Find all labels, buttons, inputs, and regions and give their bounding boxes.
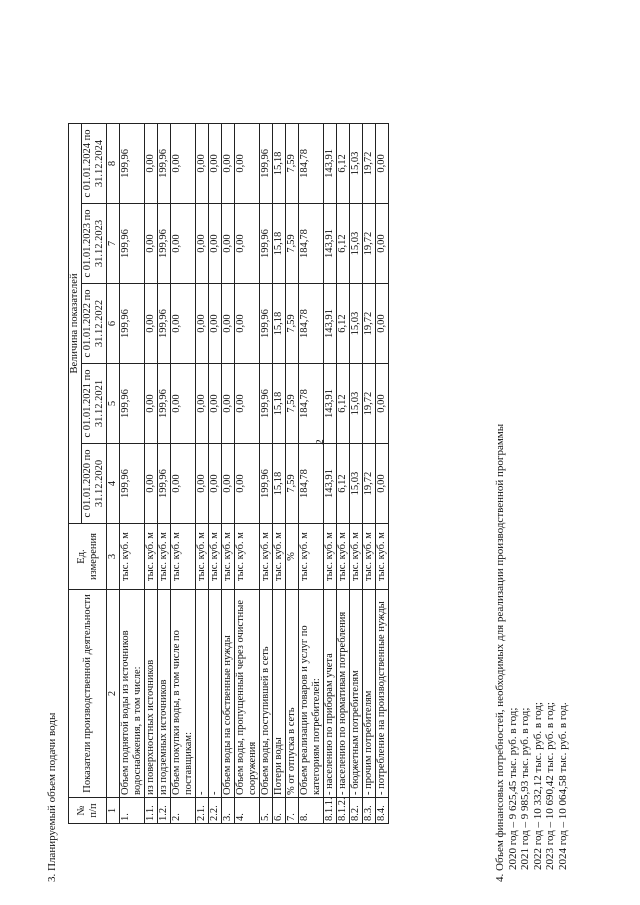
header-values-group: Величина показателей — [69, 123, 82, 523]
row-value: 0,00 — [235, 364, 260, 444]
row-number: 8.4. — [376, 798, 389, 824]
row-indicator-name: - бюджетным потребителям — [350, 590, 363, 798]
column-number: 8 — [107, 123, 120, 203]
row-unit: тыс. куб. м — [222, 524, 235, 590]
row-number: 1.1. — [145, 798, 158, 824]
column-number: 7 — [107, 204, 120, 284]
row-value: 0,00 — [196, 444, 209, 524]
table-row — [363, 123, 376, 823]
row-number: 8.2. — [350, 798, 363, 824]
row-value: 143,91 — [324, 204, 337, 284]
column-number: 1 — [107, 798, 120, 824]
row-unit: тыс. куб. м — [260, 524, 273, 590]
row-value: 184,78 — [299, 204, 324, 284]
table-row — [145, 123, 158, 823]
row-unit: тыс. куб. м — [363, 524, 376, 590]
table-row — [376, 123, 389, 823]
table-row — [222, 123, 235, 823]
row-indicator-name: Потери воды — [273, 590, 286, 798]
row-value: 15,03 — [350, 284, 363, 364]
row-value: 15,18 — [273, 284, 286, 364]
row-value: 199,96 — [120, 364, 145, 444]
row-number: 8. — [299, 798, 324, 824]
row-value: 143,91 — [324, 444, 337, 524]
table-row — [120, 123, 145, 823]
row-unit: тыс. куб. м — [171, 524, 196, 590]
row-value: 0,00 — [222, 444, 235, 524]
row-value: 0,00 — [376, 204, 389, 284]
header-period: с 01.01.2023 по 31.12.2023 — [82, 204, 107, 284]
header-num: № п/п — [69, 798, 107, 824]
row-number: 4. — [235, 798, 260, 824]
row-value: 15,18 — [273, 364, 286, 444]
row-value: 0,00 — [196, 123, 209, 203]
row-number: 7. — [286, 798, 299, 824]
column-number: 2 — [107, 590, 120, 798]
row-value: 143,91 — [324, 123, 337, 203]
table-row — [171, 123, 196, 823]
row-number: 2.2. — [209, 798, 222, 824]
row-value: 143,91 — [324, 284, 337, 364]
row-value: 19,72 — [363, 444, 376, 524]
row-indicator-name: - — [209, 590, 222, 798]
row-value: 0,00 — [196, 284, 209, 364]
row-value: 15,03 — [350, 204, 363, 284]
table-row — [299, 123, 324, 823]
row-number: 5. — [260, 798, 273, 824]
row-value: 7,59 — [286, 364, 299, 444]
table-row — [196, 123, 209, 823]
row-value: 0,00 — [145, 444, 158, 524]
row-value: 19,72 — [363, 204, 376, 284]
row-number: 3. — [222, 798, 235, 824]
row-value: 0,00 — [209, 284, 222, 364]
row-indicator-name: Объем поднятой воды из источников водоснабжения, в том числе: — [120, 590, 145, 798]
row-value: 199,96 — [120, 123, 145, 203]
row-value: 0,00 — [222, 204, 235, 284]
row-unit: тыс. куб. м — [120, 524, 145, 590]
header-unit: Ед. измерения — [69, 524, 107, 590]
financial-needs-list — [507, 424, 570, 882]
table-row — [209, 123, 222, 823]
row-number: 8.1.2. — [337, 798, 350, 824]
row-indicator-name: % от отпуска в сеть — [286, 590, 299, 798]
table-row — [324, 123, 337, 823]
row-unit: тыс. куб. м — [145, 524, 158, 590]
row-indicator-name: из поверхностных источников — [145, 590, 158, 798]
row-unit: тыс. куб. м — [196, 524, 209, 590]
row-value: 0,00 — [376, 284, 389, 364]
row-number: 8.3. — [363, 798, 376, 824]
row-value: 184,78 — [299, 123, 324, 203]
row-value: 0,00 — [222, 284, 235, 364]
row-unit: тыс. куб. м — [324, 524, 337, 590]
row-value: 199,96 — [158, 364, 171, 444]
row-indicator-name: Объем воды, пропущенный через очистные сооружения — [235, 590, 260, 798]
row-unit: тыс. куб. м — [376, 524, 389, 590]
row-value: 7,59 — [286, 123, 299, 203]
row-unit: тыс. куб. м — [158, 524, 171, 590]
row-unit: тыс. куб. м — [235, 524, 260, 590]
row-value: 0,00 — [235, 444, 260, 524]
row-indicator-name: - — [196, 590, 209, 798]
row-value: 0,00 — [145, 123, 158, 203]
row-value: 7,59 — [286, 284, 299, 364]
row-value: 15,18 — [273, 204, 286, 284]
table-row — [158, 123, 171, 823]
financial-need-year: 2022 год – 10 332,12 тыс. руб. в год; — [531, 702, 544, 870]
row-value: 0,00 — [209, 123, 222, 203]
financial-need-year: 2024 год – 10 064,58 тыс. руб. в год. — [556, 702, 569, 870]
table-row — [286, 123, 299, 823]
financial-needs-section — [494, 424, 569, 882]
row-indicator-name: - населению по нормативам потребления — [337, 590, 350, 798]
financial-need-year: 2021 год – 9 985,93 тыс. руб. в год; — [519, 707, 531, 870]
row-value: 0,00 — [171, 204, 196, 284]
header-period: с 01.01.2020 по 31.12.2020 — [82, 444, 107, 524]
section-4-title: 4. Объем финансовых потребностей, необходимых для реализации производственной программы — [494, 423, 506, 882]
row-value: 0,00 — [196, 204, 209, 284]
row-value: 184,78 — [299, 444, 324, 524]
row-value: 199,96 — [158, 284, 171, 364]
column-number: 6 — [107, 284, 120, 364]
row-value: 199,96 — [120, 204, 145, 284]
row-value: 0,00 — [171, 364, 196, 444]
row-value: 199,96 — [260, 284, 273, 364]
row-number: 2. — [171, 798, 196, 824]
row-unit: тыс. куб. м — [299, 524, 324, 590]
row-unit: тыс. куб. м — [209, 524, 222, 590]
row-value: 7,59 — [286, 444, 299, 524]
row-value: 199,96 — [260, 444, 273, 524]
row-indicator-name: из подземных источников — [158, 590, 171, 798]
row-value: 6,12 — [337, 123, 350, 203]
row-unit: % — [286, 524, 299, 590]
header-indicator: Показатели производственной деятельности — [69, 590, 107, 798]
row-value: 6,12 — [337, 284, 350, 364]
table-row — [235, 123, 260, 823]
row-value: 0,00 — [209, 444, 222, 524]
row-value: 199,96 — [158, 123, 171, 203]
row-value: 0,00 — [235, 284, 260, 364]
row-value: 6,12 — [337, 204, 350, 284]
header-period: с 01.01.2022 по 31.12.2022 — [82, 284, 107, 364]
row-indicator-name: - потребление на производственные нужды — [376, 590, 389, 798]
row-value: 0,00 — [209, 364, 222, 444]
row-number: 8.1.1. — [324, 798, 337, 824]
column-number-row — [107, 123, 120, 823]
header-period: с 01.01.2024 по 31.12.2024 — [82, 123, 107, 203]
row-value: 0,00 — [222, 364, 235, 444]
row-value: 199,96 — [260, 364, 273, 444]
row-value: 0,00 — [222, 123, 235, 203]
table-row — [350, 123, 363, 823]
row-value: 0,00 — [196, 364, 209, 444]
row-value: 19,72 — [363, 364, 376, 444]
row-unit: тыс. куб. м — [337, 524, 350, 590]
row-value: 184,78 — [299, 364, 324, 444]
row-value: 19,72 — [363, 284, 376, 364]
row-value: 0,00 — [171, 284, 196, 364]
row-value: 0,00 — [376, 364, 389, 444]
row-value: 199,96 — [120, 284, 145, 364]
financial-need-year: 2020 год – 9 625,45 тыс. руб. в год; — [506, 707, 519, 870]
section-3-title: 3. Планируемый объем подачи воды — [46, 712, 58, 882]
row-value: 19,72 — [363, 123, 376, 203]
column-number: 5 — [107, 364, 120, 444]
water-supply-plan-table — [68, 123, 389, 824]
row-value: 199,96 — [260, 204, 273, 284]
row-number: 1. — [120, 798, 145, 824]
row-number: 6. — [273, 798, 286, 824]
page-number: 2 — [314, 439, 326, 445]
row-indicator-name: - населению по приборам учета — [324, 590, 337, 798]
header-period: с 01.01.2021 по 31.12.2021 — [82, 364, 107, 444]
row-value: 0,00 — [376, 123, 389, 203]
row-value: 15,03 — [350, 364, 363, 444]
row-value: 199,96 — [120, 444, 145, 524]
row-value: 199,96 — [260, 123, 273, 203]
row-value: 199,96 — [158, 444, 171, 524]
column-number: 4 — [107, 444, 120, 524]
row-value: 199,96 — [158, 204, 171, 284]
row-value: 0,00 — [235, 204, 260, 284]
row-indicator-name: - прочим потребителям — [363, 590, 376, 798]
row-value: 0,00 — [235, 123, 260, 203]
row-value: 7,59 — [286, 204, 299, 284]
row-value: 15,03 — [350, 123, 363, 203]
row-unit: тыс. куб. м — [273, 524, 286, 590]
row-value: 0,00 — [376, 444, 389, 524]
row-value: 0,00 — [171, 444, 196, 524]
row-value: 0,00 — [145, 364, 158, 444]
financial-need-year: 2023 год – 10 690,42 тыс. руб. в год; — [544, 702, 556, 870]
table-row — [273, 123, 286, 823]
row-indicator-name: Объем реализации товаров и услуг по категориям потребителей: — [299, 590, 324, 798]
row-value: 6,12 — [337, 364, 350, 444]
row-value: 0,00 — [145, 284, 158, 364]
table-row — [260, 123, 273, 823]
row-value: 15,18 — [273, 123, 286, 203]
table-row — [337, 123, 350, 823]
row-value: 143,91 — [324, 364, 337, 444]
row-value: 184,78 — [299, 284, 324, 364]
row-value: 15,03 — [350, 444, 363, 524]
row-number: 2.1. — [196, 798, 209, 824]
row-value: 6,12 — [337, 444, 350, 524]
row-unit: тыс. куб. м — [350, 524, 363, 590]
row-value: 0,00 — [171, 123, 196, 203]
rotated-page-content — [46, 62, 616, 882]
row-indicator-name: Объем воды на собственные нужды — [222, 590, 235, 798]
column-number: 3 — [107, 524, 120, 590]
row-value: 0,00 — [209, 204, 222, 284]
row-value: 15,18 — [273, 444, 286, 524]
row-value: 0,00 — [145, 204, 158, 284]
row-number: 1.2. — [158, 798, 171, 824]
row-indicator-name: Объем воды, поступившей в сеть — [260, 590, 273, 798]
row-indicator-name: Объем покупки воды, в том числе по поставщикам: — [171, 590, 196, 798]
